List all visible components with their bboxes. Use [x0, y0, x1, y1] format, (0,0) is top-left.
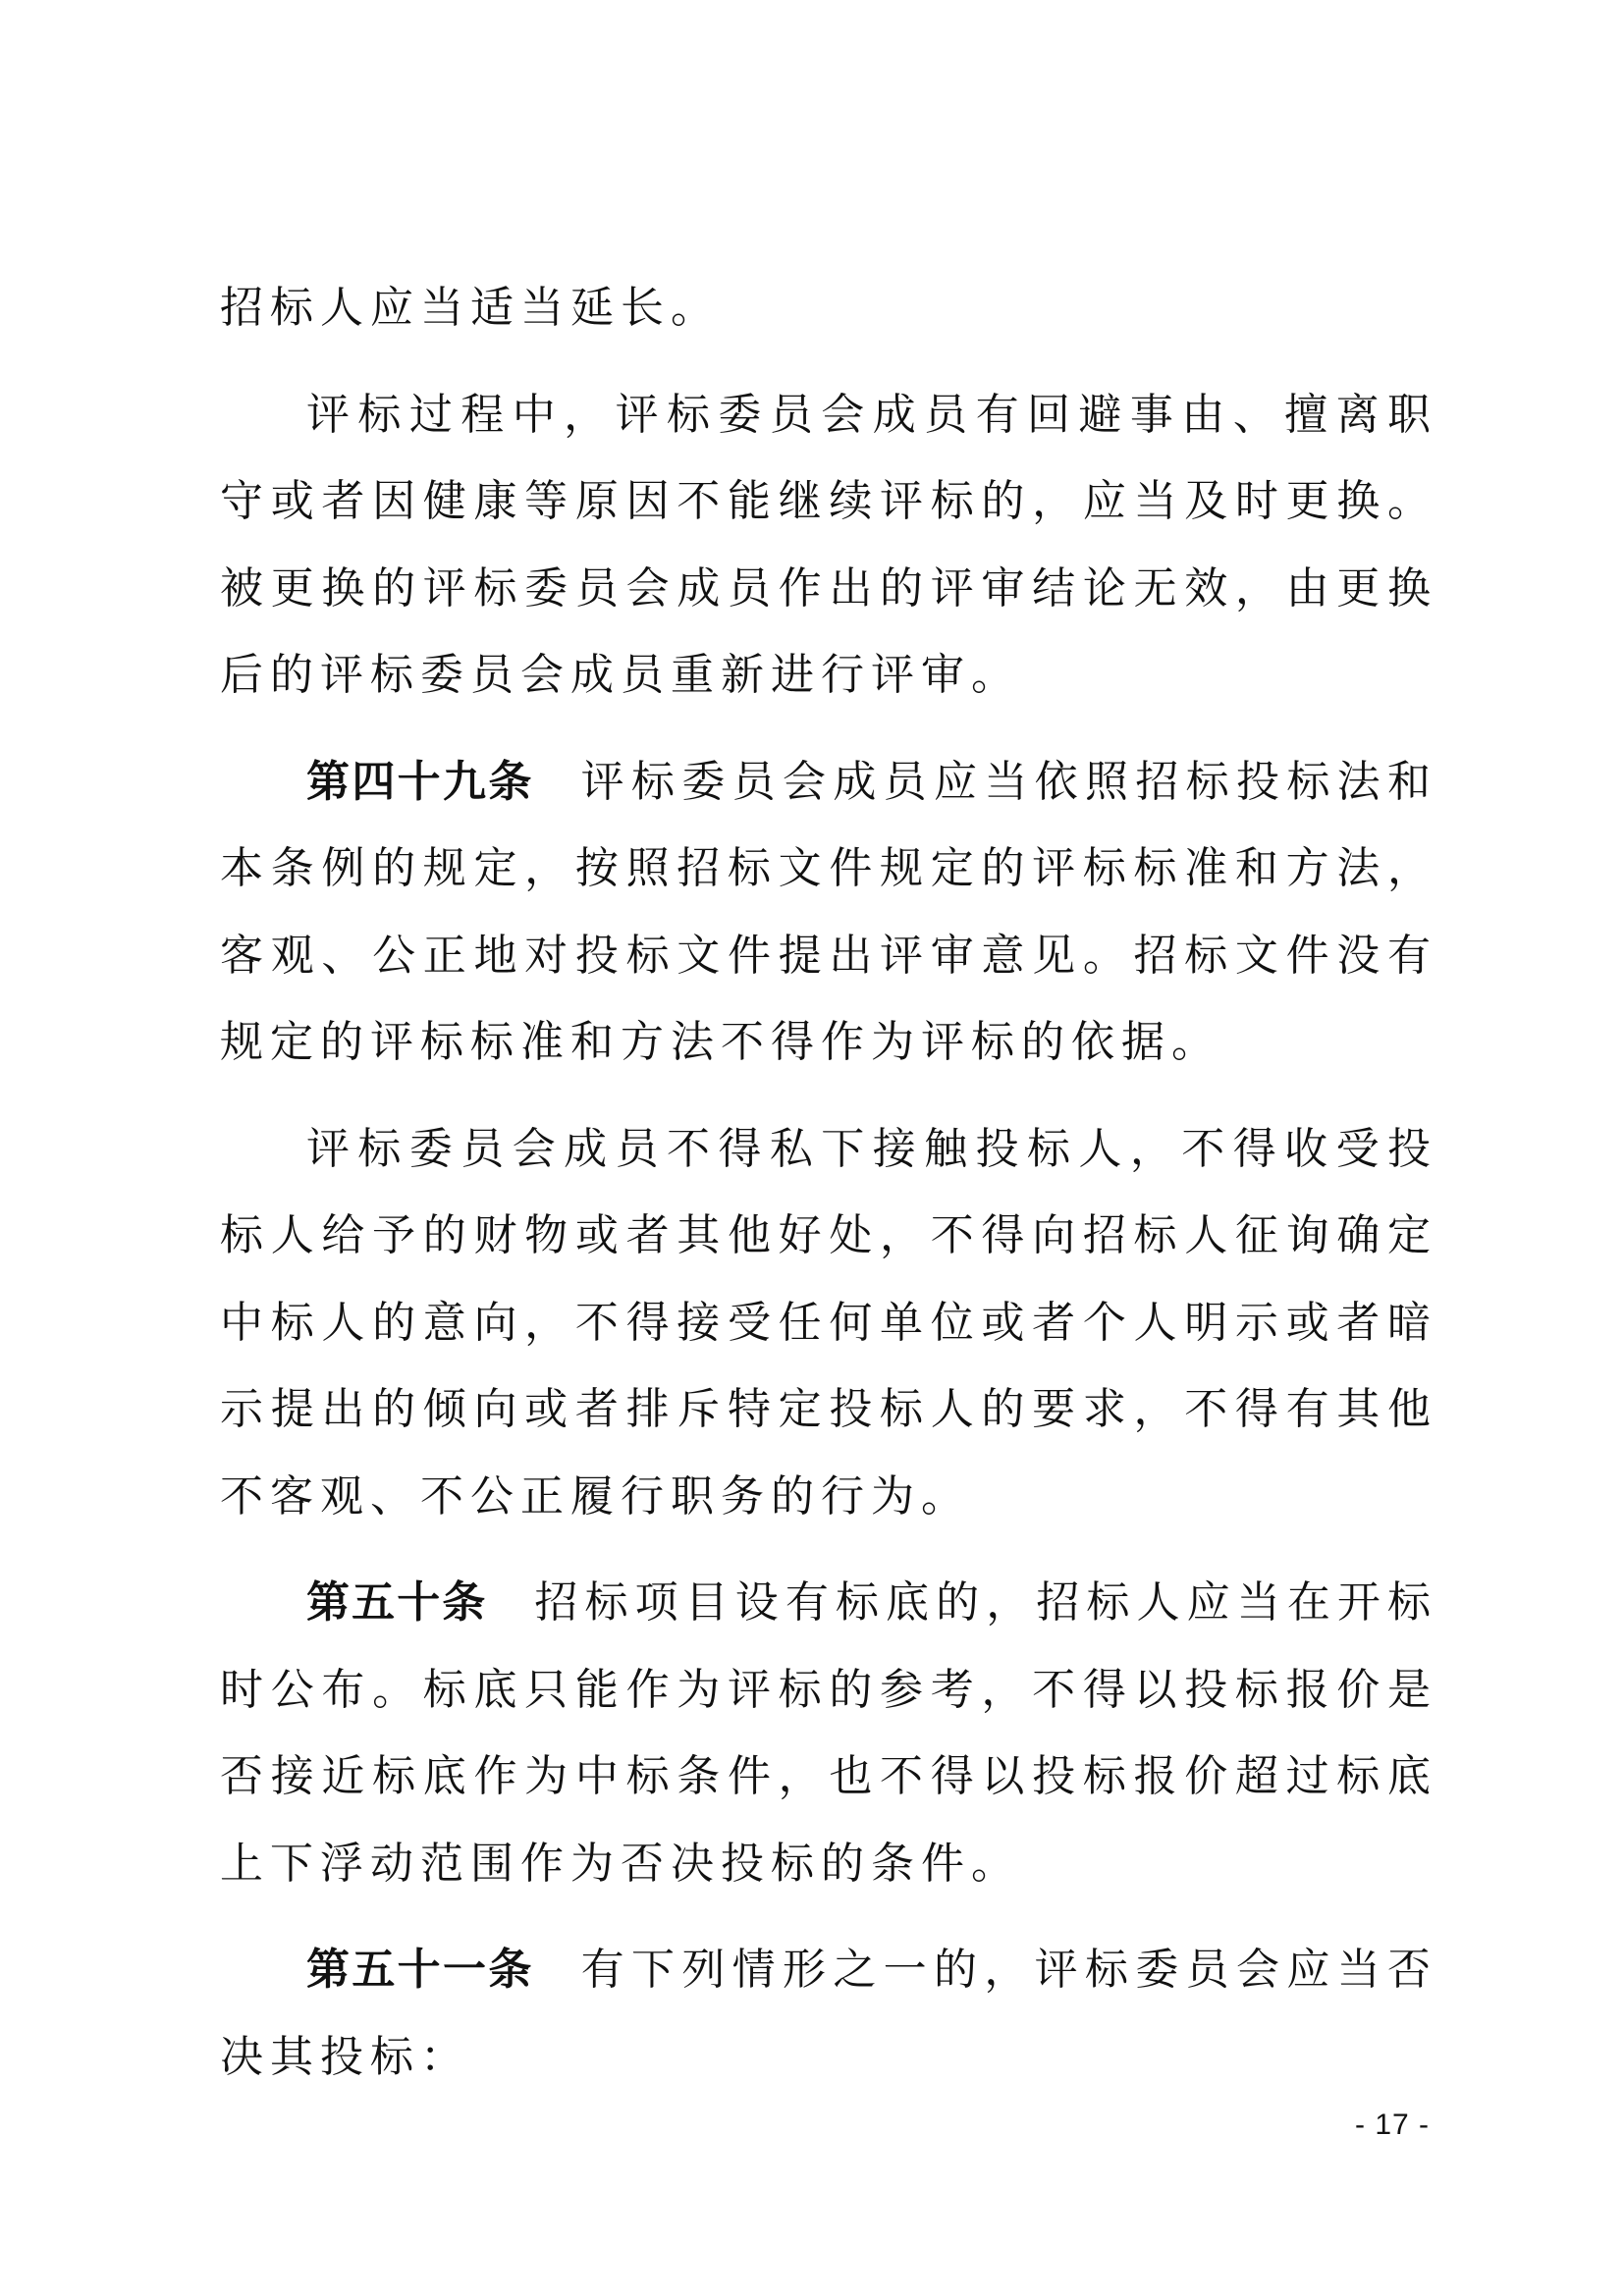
- paragraph-text: 评标委员会成员应当依照招标投标法和本条例的规定，按照招标文件规定的评标标准和方法，客观、公正地对投标文件提出评审意见。招标文件没有规定的评标标准和方法不得作为评标的依据。: [220, 756, 1438, 1067]
- paragraph-text: 有下列情形之一的，评标委员会应当否决其投标：: [220, 1945, 1438, 2082]
- article-49: [220, 739, 1437, 1087]
- paragraph: [220, 1106, 1437, 1541]
- article-50: [220, 1560, 1437, 1907]
- paragraph-text: 招标人应当适当延长。: [220, 283, 721, 333]
- article-heading: 第五十条: [306, 1577, 488, 1628]
- paragraph-text: 招标项目设有标底的，招标人应当在开标时公布。标底只能作为评标的参考，不得以投标报价是否接近标底作为中标条件，也不得以投标报价超过标底上下浮动范围作为否决投标的条件。: [220, 1577, 1438, 1889]
- page-number: - 17 -: [1355, 2109, 1431, 2141]
- paragraph-continuation: [220, 265, 1437, 352]
- article-heading: 第四十九条: [306, 756, 534, 807]
- document-body: [220, 265, 1437, 2101]
- article-51: [220, 1927, 1437, 2101]
- paragraph-text: 评标委员会成员不得私下接触投标人，不得收受投标人给予的财物或者其他好处，不得向招标人征询确定中标人的意向，不得接受任何单位或者个人明示或者暗示提出的倾向或者排斥特定投标人的要求，不得有其他不客观、不公正履行职务的行为。: [220, 1123, 1437, 1522]
- paragraph-text: 评标过程中，评标委员会成员有回避事由、擅离职守或者因健康等原因不能继续评标的，应当及时更换。被更换的评标委员会成员作出的评审结论无效，由更换后的评标委员会成员重新进行评审。: [220, 389, 1437, 700]
- paragraph: [220, 372, 1437, 720]
- article-heading: 第五十一条: [306, 1945, 534, 1995]
